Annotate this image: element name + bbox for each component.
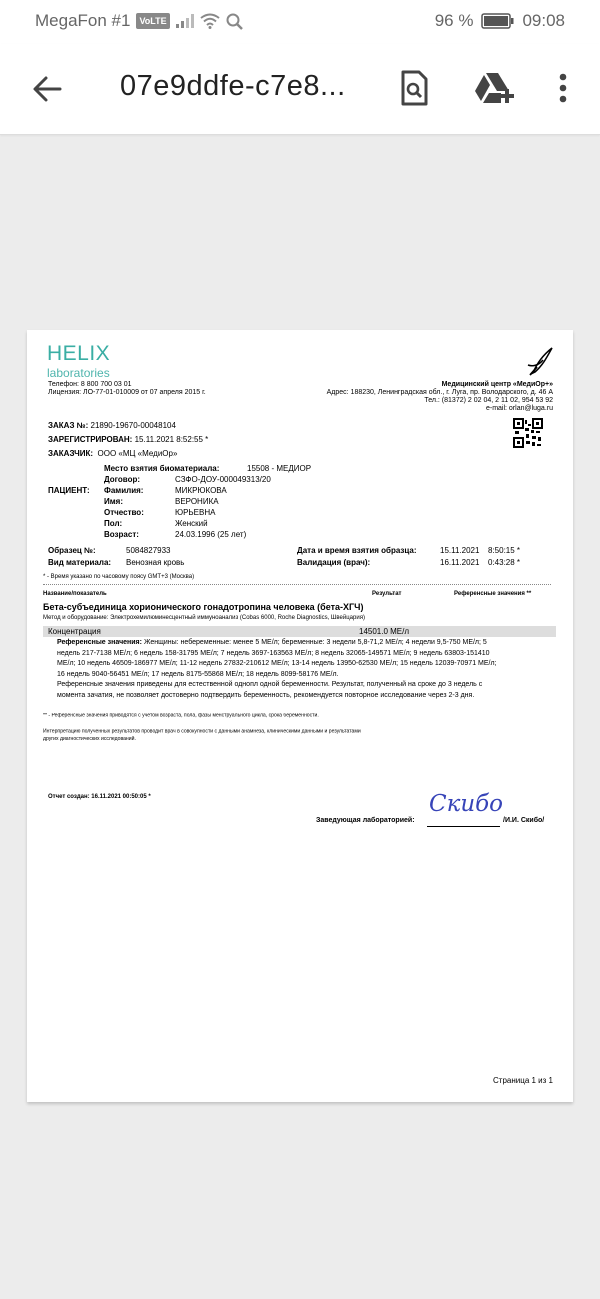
patient-field-label: Пол: [104, 519, 123, 528]
find-in-page-button[interactable] [398, 68, 430, 108]
status-left [35, 11, 243, 31]
order-row [48, 421, 176, 430]
find-in-page-icon [400, 70, 428, 106]
center-email: e-mail: orlan@luga.ru [485, 405, 553, 412]
reference-values [57, 638, 502, 680]
registered-row [48, 435, 208, 444]
helix-logo-sub: laboratories [47, 366, 110, 380]
patient-field-value: СЗФО-ДОУ-000049313/20 [175, 475, 271, 484]
reference-text: Женщины: небеременные: менее 5 МЕ/л; беременные: 3 недели 5,8-71,2 МЕ/л; 4 недели 9,5-750 МЕ/л; 5 недель 217-7138 МЕ/л; 6 недель 158-31795 МЕ/л; 7 недель 3697-163563 МЕ/л; 8 недель 32065-149571 МЕ/л; 9 недель 63803-151410 МЕ/л; 10 недель 46509-186977 МЕ/л; 11-12 недель 27832-210612 МЕ/л; 13-14 недель 13950-62530 МЕ/л; 15 недель 12039-70971 МЕ/л; 16 недель 9040-56451 МЕ/л; 17 недель 8175-55868 МЕ/л; 18 недель 8099-58176 МЕ/л. [57, 639, 497, 678]
patient-field-label: Возраст: [104, 530, 139, 539]
material-label: Вид материала: [48, 558, 112, 567]
test-method: Метод и оборудование: Электрохемилюминесцентный иммуноанализ (Cobas 6000, Roche Diagnostics, Швейцария) [43, 615, 365, 621]
helix-logo: HELIX [47, 342, 111, 365]
volte-badge: VoLTE [136, 13, 169, 29]
patient-field-value: 15508 - МЕДИОР [247, 464, 312, 473]
status-bar [0, 0, 600, 44]
add-to-drive-icon [473, 71, 515, 105]
battery-icon [481, 13, 514, 29]
report-created: Отчет создан: 16.11.2021 00:50:05 * [48, 794, 151, 800]
interpretation-note: Интерпретацию полученных результатов проводит врач в совокупности с данными анамнеза, клиническими данными и результатами других диагностических исследований. [43, 728, 361, 742]
reference-footnote: ** - Референсные значения приводятся с учетом возраста, пола, фазы менструального цикла, срока беременности. [43, 713, 319, 719]
wifi-icon [200, 13, 220, 29]
validation-time: 0:43:28 * [488, 558, 521, 567]
center-name: Медицинский центр «МедиОр+» [441, 381, 553, 388]
lab-license: Лицензия: ЛО-77-01-010009 от 07 апреля 2015 г. [48, 389, 206, 396]
patient-field-label: Отчество: [104, 508, 144, 517]
head-label: Заведующая лабораторией: [316, 817, 415, 824]
app-bar [0, 44, 600, 135]
column-ref-header: Референсные значения ** [454, 591, 532, 597]
patient-field-label: Место взятия биоматериала: [104, 464, 220, 473]
add-to-drive-button[interactable] [472, 68, 516, 108]
patient-label: ПАЦИЕНТ: [48, 486, 90, 495]
reference-note: Референсные значения приведены для естественной однопл одной беременности. Результат, полученный на сроке до 3 недель с момента зачатия, не позволяет достоверно подтвердить беременность, рекомендуется повторное исследование через 2-3 дня. [57, 681, 483, 699]
collect-label: Дата и время взятия образца: [297, 546, 417, 555]
signal-icon [176, 14, 194, 28]
validation-label: Валидация (врач): [297, 558, 371, 567]
qr-code-icon [513, 418, 543, 448]
order-value: 21890-19670-00048104 [90, 421, 176, 430]
battery-percent: 96 % [434, 11, 474, 30]
document-title: 07e9ddfe-c7e8... [120, 70, 346, 102]
registered-value: 15.11.2021 8:52:55 * [134, 435, 209, 444]
material-value: Венозная кровь [126, 558, 185, 567]
result-value: 14501.0 МЕ/л [359, 627, 410, 636]
medior-feather-icon [525, 345, 555, 377]
head-name: /И.И. Скибо/ [503, 817, 545, 824]
center-address: Адрес: 188230, Ленинградская обл., г. Луга, пр. Володарского, д. 46 А [326, 389, 553, 396]
status-right [435, 11, 565, 31]
page-number: Страница 1 из 1 [493, 1076, 553, 1085]
order-label: ЗАКАЗ №: [48, 421, 89, 430]
center-phone: Тел.: (81372) 2 02 04, 2 11 02, 954 53 92 [424, 397, 553, 404]
validation-date: 16.11.2021 [440, 558, 480, 567]
result-row [43, 626, 556, 637]
customer-value: ООО «МЦ «МедиОр» [97, 449, 178, 458]
more-vert-icon [559, 73, 567, 103]
signature: Скибо [429, 791, 504, 817]
customer-label: ЗАКАЗЧИК: [48, 449, 94, 458]
timezone-note: * - Время указано по часовому поясу GMT+3 (Москва) [43, 574, 195, 580]
more-options-button[interactable] [552, 68, 574, 108]
reference-label: Референсные значения: [57, 639, 142, 646]
patient-field-label: Фамилия: [104, 486, 144, 495]
arrow-back-icon[interactable] [30, 72, 64, 106]
registered-label: ЗАРЕГИСТРИРОВАН: [48, 435, 133, 444]
collect-time: 8:50:15 * [488, 546, 521, 555]
divider [43, 584, 551, 585]
sample-label: Образец №: [48, 546, 96, 555]
document-page[interactable] [27, 330, 573, 1102]
patient-field-label: Имя: [104, 497, 123, 506]
column-result-header: Результат [372, 591, 402, 597]
lab-phone: Телефон: 8 800 700 03 01 [48, 381, 132, 388]
patient-field-value: ЮРЬЕВНА [175, 508, 216, 517]
patient-field-value: 24.03.1996 (25 лет) [175, 530, 247, 539]
carrier-name: MegaFon #1 [35, 11, 131, 30]
signature-line [427, 826, 500, 827]
clock: 09:08 [522, 11, 565, 30]
patient-field-label: Договор: [104, 475, 141, 484]
column-name-header: Название/показатель [43, 591, 107, 597]
collect-date: 15.11.2021 [440, 546, 480, 555]
search-status-icon [226, 13, 243, 30]
sample-value: 5084827933 [126, 546, 171, 555]
patient-field-value: МИКРЮКОВА [175, 486, 227, 495]
customer-row [48, 449, 177, 458]
patient-field-value: Женский [175, 519, 208, 528]
test-title: Бета-субъединица хорионического гонадотропина человека (бета-ХГЧ) [43, 602, 364, 612]
patient-field-value: ВЕРОНИКА [175, 497, 219, 506]
result-name: Концентрация [48, 627, 101, 636]
